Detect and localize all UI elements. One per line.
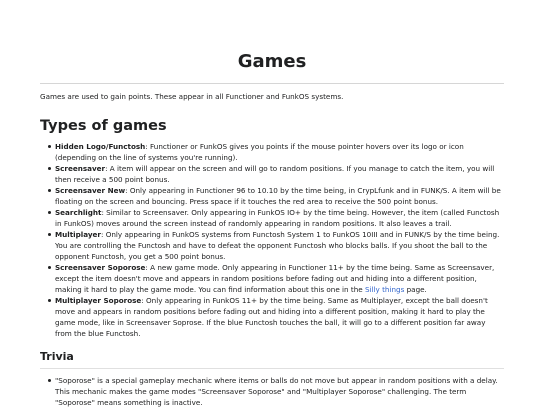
game-description: : A new game mode. Only appearing in Functioner 11+ by the time being. Same as Screensaver, except the item doesn't move and appears in random positions before fading out and hiding into a different position, making it hard to play the game mode. You can find information about this one in the [55, 263, 495, 294]
bullet-icon [48, 167, 51, 170]
game-term: Hidden Logo/Functosh [55, 142, 146, 151]
game-term: Screensaver [55, 164, 106, 173]
game-description: : Only appearing in Functioner 96 to 10.10 by the time being, in CrypLfunk and in FUNK/S. A item will be floating on the screen and bouncing. Press space if it touches the red area to receive the 500 point bonus. [55, 186, 501, 206]
bullet-icon [48, 299, 51, 302]
list-item [48, 229, 504, 262]
game-term: Searchlight [55, 208, 102, 217]
list-item [48, 375, 504, 408]
types-heading: Types of games [40, 118, 167, 134]
trivia-divider [40, 368, 504, 369]
bullet-icon [48, 145, 51, 148]
types-list [40, 141, 504, 339]
title-divider [40, 83, 504, 84]
bullet-icon [48, 266, 51, 269]
trivia-text: "Soporose" is a special gameplay mechanic where items or balls do not move but appear in random positions with a delay. This mechanic makes the game modes "Screensaver Soporose" and "Multiplayer Soporose" challenging. The term "Soporose" means something is inactive. [55, 376, 498, 407]
bullet-icon [48, 211, 51, 214]
intro-paragraph: Games are used to gain points. These appear in all Functioner and FunkOS systems. [40, 92, 344, 101]
game-description: : Only appearing in FunkOS 11+ by the time being. Same as Multiplayer, except the ball doesn't move and appears in random positions before fading out and hiding into a different position, making it hard to play the game mode, like in Screensaver Soprose. If the blue Functosh touches the ball, it will go to a different position far away from the blue Functosh. [55, 296, 488, 338]
game-description: : A item will appear on the screen and will go to random positions. If you manage to catch the item, you will then receive a 500 point bonus. [55, 164, 495, 184]
bullet-icon [48, 189, 51, 192]
trivia-heading: Trivia [40, 350, 74, 363]
trivia-list [40, 375, 504, 408]
game-term: Multiplayer [55, 230, 101, 239]
game-term: Screensaver New [55, 186, 126, 195]
bullet-icon [48, 379, 51, 382]
list-item [48, 141, 504, 163]
game-description: : Only appearing in FunkOS systems from Functosh System 1 to FunkOS 10III and in FUNK/S by the time being. You are controlling the Functosh and have to defeat the opponent Functosh who blocks balls. If you shoot the ball to the opponent Functosh, you get a 500 point bonus. [55, 230, 500, 261]
list-item [48, 295, 504, 339]
list-item [48, 185, 504, 207]
game-description: : Similar to Screensaver. Only appearing in FunkOS IO+ by the time being. However, the item (called Functosh in FunkOS) moves around the screen instead of randomly appearing in random positions. It also leaves a trail. [55, 208, 500, 228]
bullet-icon [48, 233, 51, 236]
list-item [48, 163, 504, 185]
game-term: Multiplayer Soporose [55, 296, 142, 305]
silly-things-link[interactable]: Silly things [364, 285, 405, 294]
list-item [48, 207, 504, 229]
game-description-end: page. [404, 285, 427, 294]
game-term: Screensaver Soporose [55, 263, 146, 272]
list-item [48, 262, 504, 295]
page-title: Games [237, 51, 307, 72]
game-description: : Functioner or FunkOS gives you points if the mouse pointer hovers over its logo or icon (depending on the line of systems you're running). [55, 142, 464, 162]
